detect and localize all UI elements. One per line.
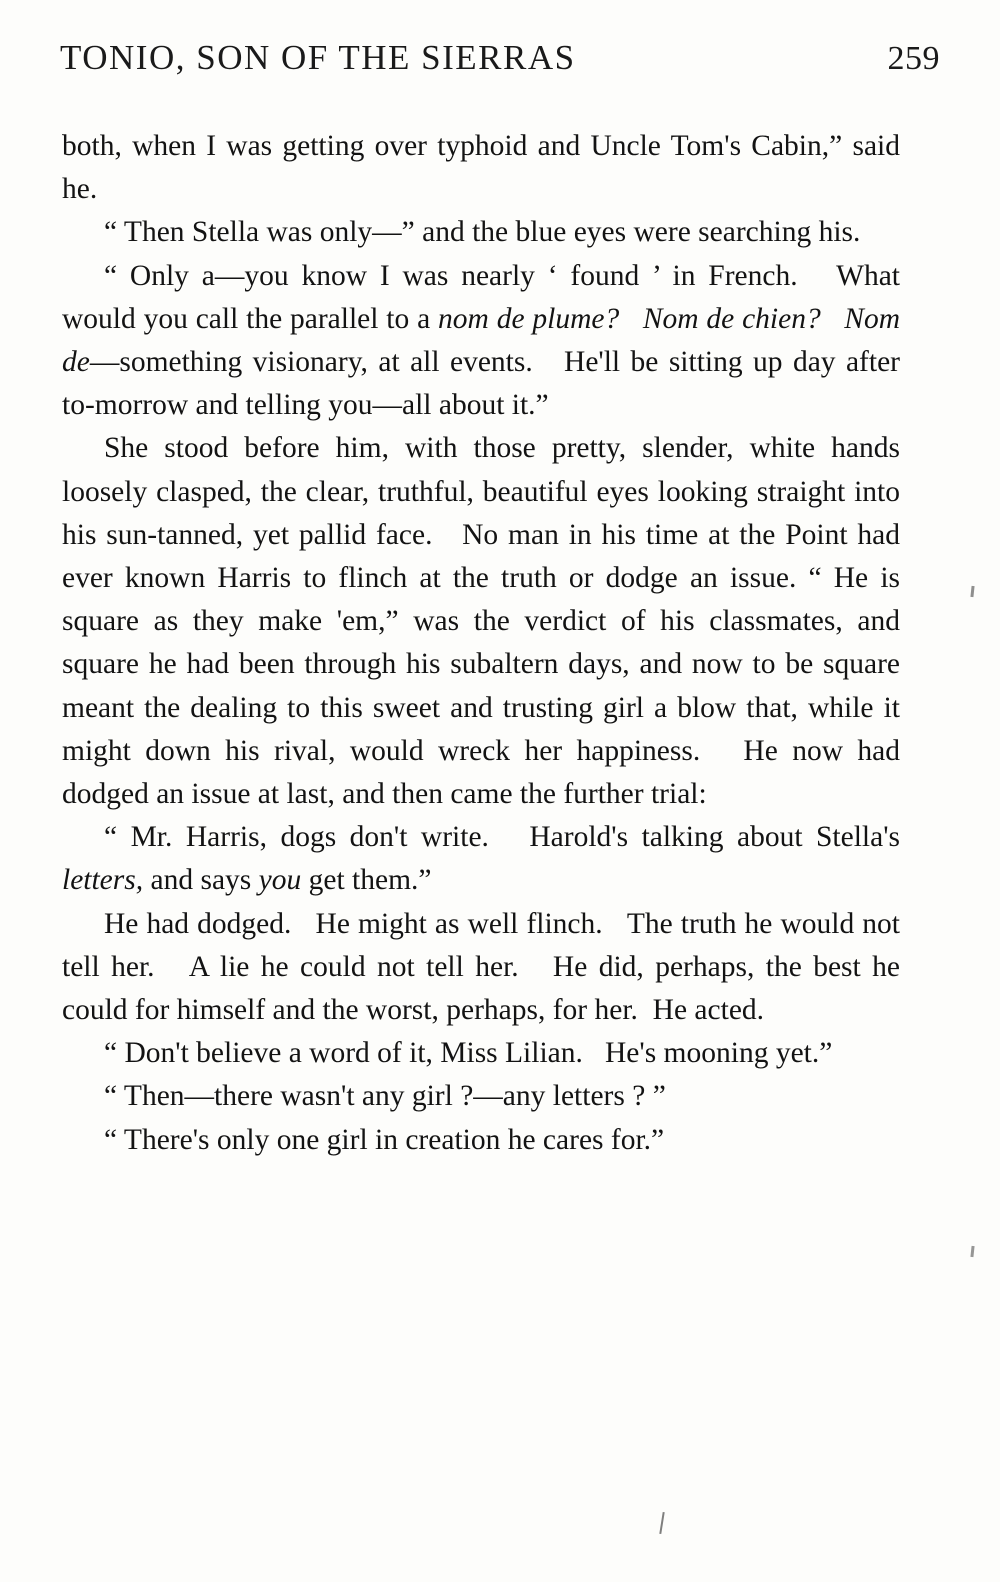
page-header [60, 38, 940, 78]
page-body [62, 125, 900, 1162]
italic-phrase-nom-de: Nom de [62, 302, 901, 379]
page-speck-mark [970, 586, 974, 597]
italic-phrase-nom-de-plume: nom de plume? [438, 302, 620, 335]
paragraph-4: She stood before him, with those pretty, slender, white hands loosely clasped, the clear, truthful, beautiful eyes looking straight into his sun-tanned, yet pallid face. No man in his time at the Point had ever known Harris to flinch at the truth or dodge an issue. “ He is square as they make 'em,” was the verdict of his classmates, and square he had been through his subaltern days, and now to be square meant the dealing to this sweet and trusting girl a blow that, while it might down his rival, would wreck her happiness. He now had dodged an issue at last, and then came the further trial: [62, 432, 900, 811]
paragraph-2: “ Then Stella was only—” and the blue eyes were searching his. [104, 216, 861, 249]
paragraph-8: “ Then—there wasn't any girl ?—any letters ? ” [104, 1080, 666, 1113]
paragraph-5: “ Mr. Harris, dogs don't write. Harold's talking about Stella's letters, and says you get them.” [62, 821, 900, 897]
paragraph-9: “ There's only one girl in creation he cares for.” [104, 1123, 665, 1156]
running-title: TONIO, SON OF THE SIERRAS [60, 38, 576, 77]
page-pen-stroke-mark [659, 1512, 664, 1534]
paragraph-3: “ Only a—you know I was nearly ‘ found ’ in French. What would you call the parallel to a nom de plume? Nom de chien? Nom de—something visionary, at all events. He'll be sitting up day after to-morrow and telling you—all about it.” [62, 259, 901, 422]
italic-phrase-nom-de-chien: Nom de chien? [642, 302, 821, 335]
page-number: 259 [887, 40, 940, 77]
paragraph-1: both, when I was getting over typhoid and Uncle Tom's Cabin,” said he. [62, 130, 900, 206]
italic-phrase-letters: letters, [62, 864, 144, 897]
page-speck-mark-secondary [970, 1246, 974, 1257]
paragraph-6: He had dodged. He might as well flinch. The truth he would not tell her. A lie he could not tell her. He did, perhaps, the best he could for himself and the worst, perhaps, for her. He acted. [62, 907, 900, 1027]
paragraph-7: “ Don't believe a word of it, Miss Lilian. He's mooning yet.” [104, 1037, 833, 1070]
italic-phrase-you: you [258, 864, 302, 897]
